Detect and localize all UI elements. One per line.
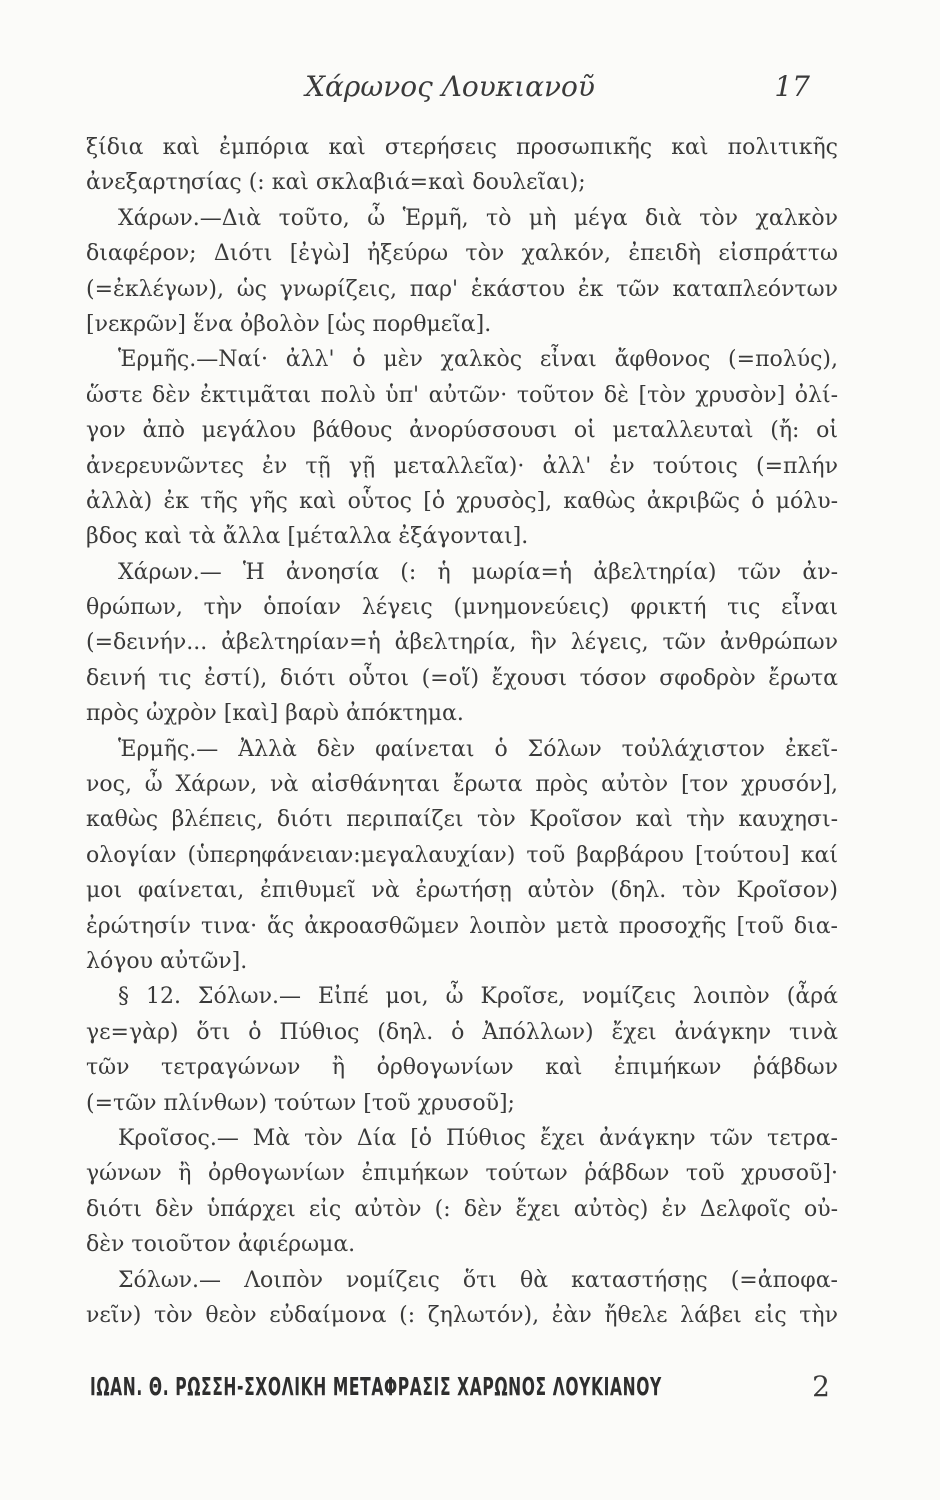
- page-number: 17: [774, 70, 810, 103]
- text-line: Χάρων.— Ἡ ἀνοησία (: ἡ μωρία=ἡ ἀβελτηρία) τῶν ἀν-: [118, 559, 838, 585]
- text-line: καθὼς βλέπεις, διότι περιπαίζει τὸν Κροῖσον καὶ τὴν καυχησι-: [86, 807, 838, 833]
- text-line: ἀνεξαρτησίας (: καὶ σκλαβιά=καὶ δουλεῖαι);: [86, 170, 586, 196]
- text-line: ἀνερευνῶντες ἐν τῇ γῇ μεταλλεῖα)· ἀλλ' ἐν τούτοις (=πλήν: [86, 453, 838, 479]
- text-line: γε=γὰρ) ὅτι ὁ Πύθιος (δηλ. ὁ Ἀπόλλων) ἔχει ἀνάγκην τινὰ: [86, 1019, 838, 1045]
- text-line: μοι φαίνεται, ἐπιθυμεῖ νὰ ἐρωτήσῃ αὐτὸν (δηλ. τὸν Κροῖσον): [86, 878, 838, 904]
- text-line: δὲν τοιοῦτον ἀφιέρωμα.: [86, 1232, 356, 1258]
- text-line: ξίδια καὶ ἐμπόρια καὶ στερήσεις προσωπικῆς καὶ πολιτικῆς: [86, 135, 838, 160]
- text-line: Ἑρμῆς.—Ναί· ἀλλ' ὁ μὲν χαλκὸς εἶναι ἄφθονος (=πολύς),: [118, 347, 838, 373]
- text-line: νος, ὦ Χάρων, νὰ αἰσθάνηται ἔρωτα πρὸς αὐτὸν [τον χρυσόν],: [86, 772, 838, 798]
- page-footer: [90, 1372, 830, 1412]
- text-line: θρώπων, τὴν ὁποίαν λέγεις (μνημονεύεις) φρικτή τις εἶναι: [86, 595, 838, 621]
- page-header: [90, 68, 810, 108]
- text-line: [νεκρῶν] ἕνα ὀβολὸν [ὡς πορθμεῖα].: [86, 311, 492, 337]
- signature-number: 2: [812, 1370, 830, 1403]
- text-line: ὥστε δὲν ἐκτιμᾶται πολὺ ὑπ' αὐτῶν· τοῦτον δὲ [τὸν χρυσὸν] ὀλί-: [86, 382, 838, 408]
- text-line: ἐρώτησίν τινα· ἅς ἀκροασθῶμεν λοιπὸν μετὰ προσοχῆς [τοῦ δια-: [86, 913, 838, 939]
- body-text: [86, 130, 838, 1333]
- text-line: Ἑρμῆς.— Ἀλλὰ δὲν φαίνεται ὁ Σόλων τοὐλάχιστον ἐκεῖ-: [118, 736, 838, 762]
- text-line: πρὸς ὠχρὸν [καὶ] βαρὺ ἀπόκτημα.: [86, 701, 464, 727]
- text-line: § 12. Σόλων.— Εἰπέ μοι, ὦ Κροῖσε, νομίζεις λοιπὸν (ἆρά: [118, 984, 838, 1010]
- text-line: Κροῖσος.— Μὰ τὸν Δία [ὁ Πύθιος ἔχει ἀνάγκην τῶν τετρα-: [118, 1125, 838, 1151]
- text-line: ολογίαν (ὑπερηφάνειαν:μεγαλαυχίαν) τοῦ βαρβάρου [τούτου] καί: [86, 842, 838, 868]
- text-line: διότι δὲν ὑπάρχει εἰς αὐτὸν (: δὲν ἔχει αὐτὸς) ἐν Δελφοῖς οὐ-: [86, 1196, 838, 1222]
- text-line: δεινή τις ἐστί), διότι οὗτοι (=οἵ) ἔχουσι τόσον σφοδρὸν ἔρωτα: [86, 665, 838, 691]
- text-line: τῶν τετραγώνων ἢ ὀρθογωνίων καὶ ἐπιμήκων ῥάβδων: [86, 1055, 838, 1081]
- text-line: (=ἐκλέγων), ὡς γνωρίζεις, παρ' ἑκάστου ἐκ τῶν καταπλεόντων: [86, 276, 838, 302]
- text-line: Χάρων.—Διὰ τοῦτο, ὦ Ἑρμῆ, τὸ μὴ μέγα διὰ τὸν χαλκὸν: [118, 205, 838, 231]
- text-line: νεῖν) τὸν θεὸν εὐδαίμονα (: ζηλωτόν), ἐὰν ἤθελε λάβει εἰς τὴν: [86, 1302, 838, 1328]
- text-line: (=δεινήν... ἀβελτηρίαν=ἡ ἀβελτηρία, ἣν λέγεις, τῶν ἀνθρώπων: [86, 630, 838, 656]
- text-line: γον ἀπὸ μεγάλου βάθους ἀνορύσσουσι οἱ μεταλλευταὶ (ἤ: οἱ: [86, 418, 838, 444]
- text-line: λόγου αὐτῶν].: [86, 948, 248, 974]
- text-line: βδος καὶ τὰ ἄλλα [μέταλλα ἐξάγονται].: [86, 524, 529, 550]
- text-line: Σόλων.— Λοιπὸν νομίζεις ὅτι θὰ καταστήσῃς (=ἀποφα-: [118, 1267, 838, 1293]
- footer-title: ΙΩΑΝ. Θ. ΡΩΣΣΗ-ΣΧΟΛΙΚΗ ΜΕΤΑΦΡΑΣΙΣ ΧΑΡΩΝΟΣ ΛΟΥΚΙΑΝΟΥ: [90, 1372, 662, 1401]
- text-line: γώνων ἢ ὀρθογωνίων ἐπιμήκων τούτων ῥάβδων τοῦ χρυσοῦ]·: [86, 1161, 838, 1187]
- running-title: Χάρωνος Λουκιανοῦ: [305, 70, 595, 103]
- text-line: διαφέρον; Διότι [ἐγὼ] ἠξεύρω τὸν χαλκόν, ἐπειδὴ εἰσπράττω: [86, 241, 838, 267]
- text-line: (=τῶν πλίνθων) τούτων [τοῦ χρυσοῦ];: [86, 1090, 515, 1116]
- text-line: ἀλλὰ) ἐκ τῆς γῆς καὶ οὗτος [ὁ χρυσὸς], καθὼς ἀκριβῶς ὁ μόλυ-: [86, 488, 838, 514]
